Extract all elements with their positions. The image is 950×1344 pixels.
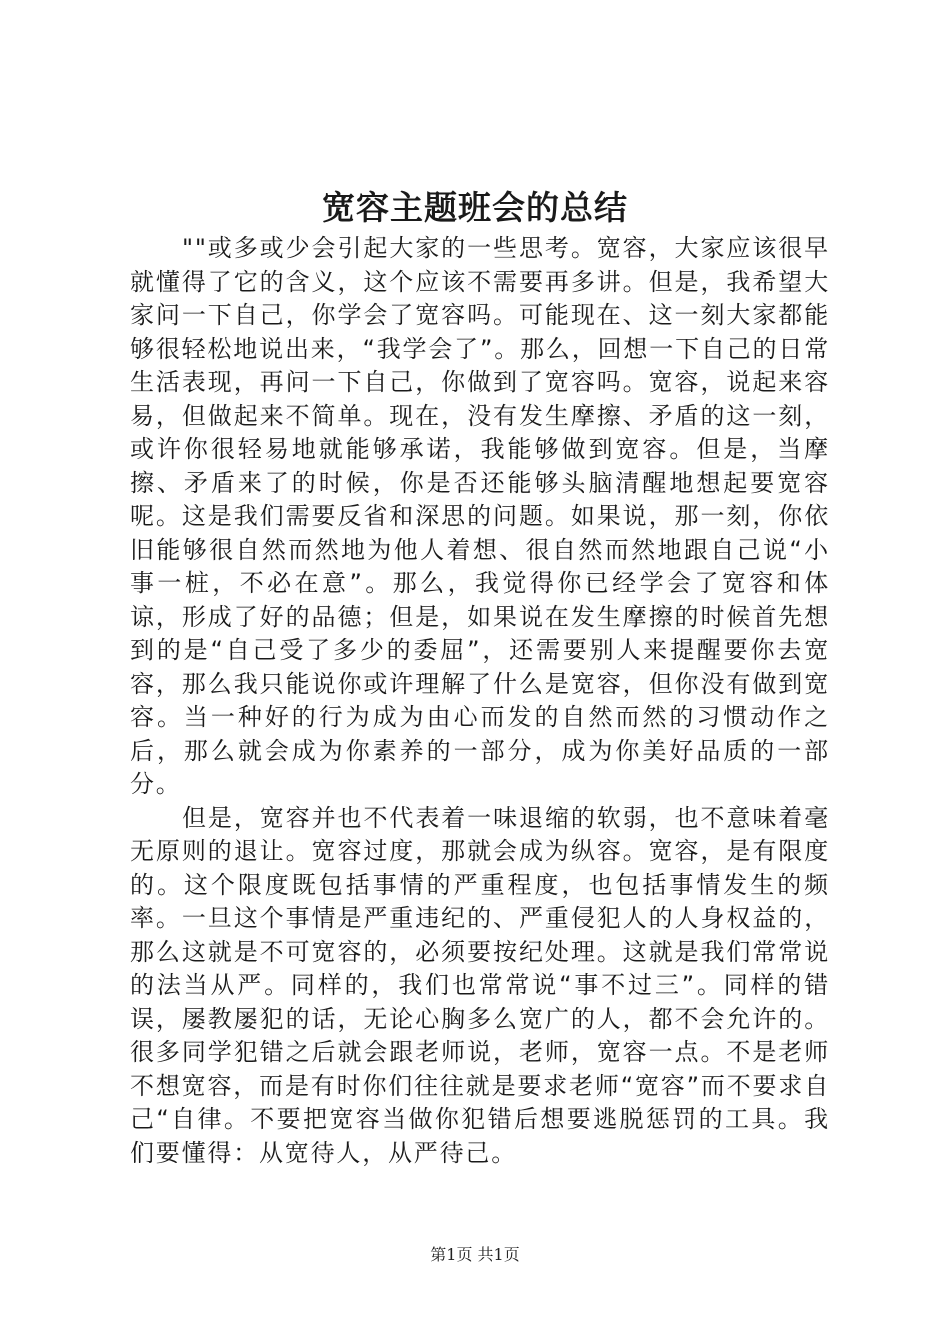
body-paragraph-2: 但是，宽容并也不代表着一味退缩的软弱，也不意味着毫无原则的退让。宽容过度，那就会成为纵容。宽容，是有限度的。这个限度既包括事情的严重程度，也包括事情发生的频率。一旦这个事情是严重违纪的、严重侵犯人的人身权益的，那么这就是不可宽容的，必须要按纪处理。这就是我们常常说的法当从严。同样的，我们也常常说“事不过三”。同样的错误，屡教屡犯的话，无论心胸多么宽广的人，都不会允许的。很多同学犯错之后就会跟老师说，老师，宽容一点。不是老师不想宽容，而是有时你们往往就是要求老师“宽容”而不要求自己“自律。不要把宽容当做你犯错后想要逃脱惩罚的工具。我们要懂得：从宽待人，从严待己。: [130, 803, 830, 1167]
body-paragraph-1: ""或多或少会引起大家的一些思考。宽容，大家应该很早就懂得了它的含义，这个应该不需要再多讲。但是，我希望大家问一下自己，你学会了宽容吗。可能现在、这一刻大家都能够很轻松地说出来，“我学会了”。那么，回想一下自己的日常生活表现，再问一下自己，你做到了宽容吗。宽容，说起来容易，但做起来不简单。现在，没有发生摩擦、矛盾的这一刻，或许你很轻易地就能够承诺，我能够做到宽容。但是，当摩擦、矛盾来了的时候，你是否还能够头脑清醒地想起要宽容呢。这是我们需要反省和深思的问题。如果说，那一刻，你依旧能够很自然而然地为他人着想、很自然而然地跟自己说“小事一桩，不必在意”。那么，我觉得你已经学会了宽容和体谅，形成了好的品德；但是，如果说在发生摩擦的时候首先想到的是“自己受了多少的委屈”，还需要别人来提醒要你去宽容，那么我只能说你或许理解了什么是宽容，但你没有做到宽容。当一种好的行为成为由心而发的自然而然的习惯动作之后，那么就会成为你素养的一部分，成为你美好品质的一部分。: [130, 234, 830, 798]
document-title: 宽容主题班会的总结: [322, 188, 628, 227]
page-number-footer: 第1页 共1页: [430, 1245, 520, 1264]
document-body: [130, 232, 830, 1170]
